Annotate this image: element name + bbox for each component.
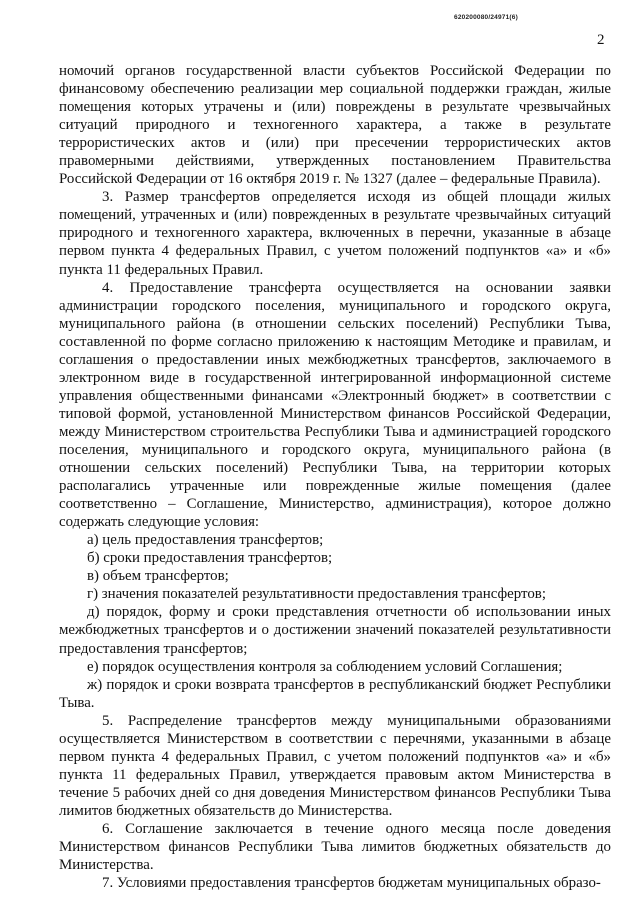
- paragraph-6: 6. Соглашение заключается в течение одного месяца после доведения Министерством финансов Республики Тыва лимитов бюджетных обязательств до Министерства.: [59, 820, 611, 874]
- paragraph-continuation: номочий органов государственной власти субъектов Российской Федерации по финансовому обеспечению реализации мер социальной поддержки граждан, жилые помещения которых утрачены и (или) повреждены в результате чрезвычайных ситуаций природного и техногенного характера, а также в результате террористических актов и (или) при пресечении террористических актов правомерными действиями, утвержденных постановлением Правительства Российской Федерации от 16 октября 2019 г. № 1327 (далее – федеральные Правила).: [59, 63, 611, 188]
- list-item-g: г) значения показателей результативности предоставления трансфертов;: [87, 586, 546, 603]
- page-number: 2: [597, 32, 605, 48]
- paragraph-3: 3. Размер трансфертов определяется исходя из общей площади жилых помещений, утраченных и (или) поврежденных в результате чрезвычайных ситуаций природного и техногенного характера, включенных в перечни, указанные в абзаце первом пункта 4 федеральных Правил, с учетом положений подпунктов «а» и «б» пункта 11 федеральных Правил.: [59, 189, 611, 278]
- document-body: [59, 62, 611, 892]
- document-barcode-number: 620200080/24971(6): [454, 14, 518, 21]
- paragraph-7: 7. Условиями предоставления трансфертов бюджетам муниципальных образо-: [102, 875, 601, 892]
- list-item-d: д) порядок, форму и сроки представления отчетности об использовании иных межбюджетных трансфертов и о достижении значений показателей результативности предоставления трансфертов;: [59, 604, 611, 657]
- paragraph-4: 4. Предоставление трансферта осуществляется на основании заявки администрации городского поселения, муниципального и городского округа, муниципального района (в отношении сельских поселений) Республики Тыва, составленной по форме согласно приложению к настоящим Методике и правилам, и соглашения о предоставлении иных межбюджетных трансфертов, заключаемого в электронном виде в государственной интегрированной информационной системе управления общественными финансами «Электронный бюджет» в соответствии с типовой формой, установленной Министерством финансов Российской Федерации, между Министерством строительства Республики Тыва и администрацией городского поселения, муниципального и городского округа, муниципального района (в отношении сельских поселений) Республики Тыва, на территории которых располагались утраченные или поврежденные жилые помещения (далее соответственно – Соглашение, Министерство, администрация), которое должно содержать следующие условия:: [59, 279, 611, 531]
- list-item-e: е) порядок осуществления контроля за соблюдением условий Соглашения;: [87, 658, 563, 675]
- list-item-b: б) сроки предоставления трансфертов;: [87, 550, 333, 567]
- paragraph-5: 5. Распределение трансфертов между муниципальными образованиями осуществляется Министерством в соответствии с перечнями, указанными в абзаце первом пункта 4 федеральных Правил, с учетом положений подпунктов «а» и «б» пункта 11 федеральных Правил, утверждается правовым актом Министерства в течение 5 рабочих дней со дня доведения Министерством финансов Республики Тыва лимитов бюджетных обязательств до Министерства.: [59, 712, 611, 819]
- list-item-a: а) цель предоставления трансфертов;: [87, 532, 324, 549]
- list-item-v: в) объем трансфертов;: [87, 568, 229, 585]
- list-item-zh: ж) порядок и сроки возврата трансфертов в республиканский бюджет Республики Тыва.: [59, 676, 611, 711]
